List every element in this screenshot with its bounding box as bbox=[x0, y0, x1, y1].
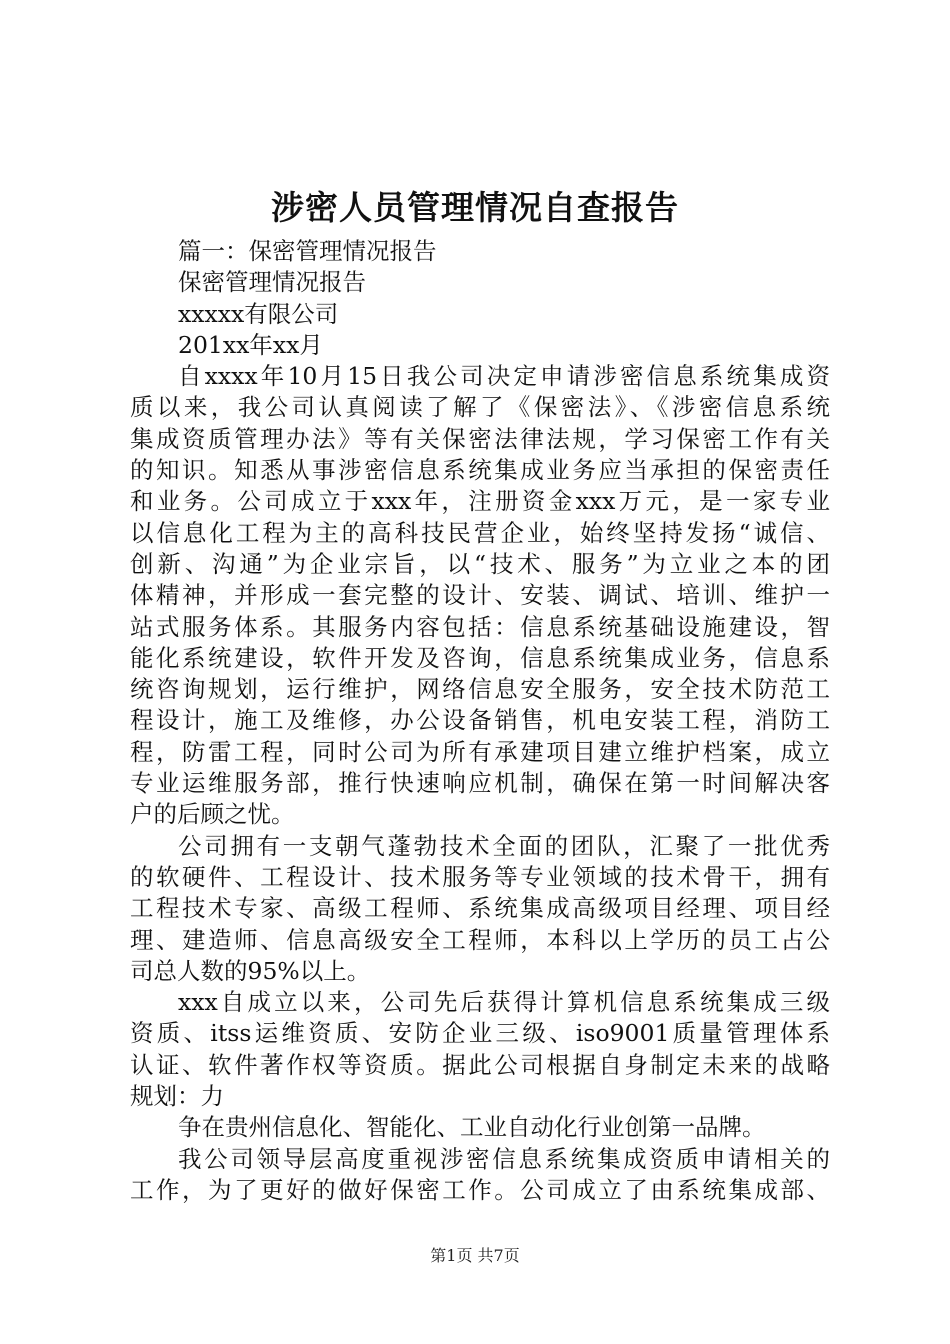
text-line: 质以来，我公司认真阅读了解了《保密法》、《涉密信息系统 bbox=[130, 393, 830, 422]
text-line: 户的后顾之忧。 bbox=[130, 800, 295, 829]
text-line: 规划：力 bbox=[130, 1082, 224, 1111]
text-line: 司总人数的95%以上。 bbox=[130, 956, 371, 985]
page-footer: 第1页 共7页 bbox=[430, 1246, 520, 1265]
text-line: xxxxx有限公司 bbox=[178, 299, 339, 328]
text-line: 统咨询规划，运行维护，网络信息安全服务，安全技术防范工 bbox=[130, 675, 830, 704]
document-title: 涉密人员管理情况自查报告 bbox=[271, 188, 679, 227]
text-line: 资质、itss运维资质、安防企业三级、iso9001质量管理体系 bbox=[130, 1019, 830, 1048]
text-line: 创新、沟通”为企业宗旨，以“技术、服务”为立业之本的团 bbox=[130, 549, 830, 578]
text-line: 的软硬件、工程设计、技术服务等专业领域的技术骨干，拥有 bbox=[130, 862, 830, 891]
text-line: 自xxxx年10月15日我公司决定申请涉密信息系统集成资 bbox=[178, 362, 830, 391]
text-line: 体精神，并形成一套完整的设计、安装、调试、培训、维护一 bbox=[130, 581, 830, 610]
text-line: 站式服务体系。其服务内容包括：信息系统基础设施建设，智 bbox=[130, 612, 830, 641]
text-line: 以信息化工程为主的高科技民营企业，始终坚持发扬“诚信、 bbox=[130, 518, 830, 547]
text-line: 认证、软件著作权等资质。据此公司根据自身制定未来的战略 bbox=[130, 1050, 830, 1079]
text-line: 争在贵州信息化、智能化、工业自动化行业创第一品牌。 bbox=[178, 1113, 766, 1142]
text-line: 公司拥有一支朝气蓬勃技术全面的团队，汇聚了一批优秀 bbox=[178, 831, 830, 860]
text-line: xxx自成立以来，公司先后获得计算机信息系统集成三级 bbox=[178, 988, 830, 1017]
text-line: 篇一：保密管理情况报告 bbox=[178, 237, 437, 265]
text-line: 201xx年xx月 bbox=[178, 330, 323, 359]
text-line: 程，防雷工程，同时公司为所有承建项目建立维护档案，成立 bbox=[130, 737, 830, 766]
text-line: 工程技术专家、高级工程师、系统集成高级项目经理、项目经 bbox=[130, 894, 830, 923]
text-line: 工作，为了更好的做好保密工作。公司成立了由系统集成部、 bbox=[130, 1175, 830, 1204]
text-line: 集成资质管理办法》等有关保密法律法规，学习保密工作有关 bbox=[130, 424, 830, 453]
text-line: 我公司领导层高度重视涉密信息系统集成资质申请相关的 bbox=[178, 1144, 830, 1173]
text-line: 程设计，施工及维修，办公设备销售，机电安装工程，消防工 bbox=[130, 706, 830, 735]
document-body bbox=[130, 236, 830, 1206]
text-line: 能化系统建设，软件开发及咨询，信息系统集成业务，信息系 bbox=[130, 643, 830, 672]
text-line: 和业务。公司成立于xxx年，注册资金xxx万元，是一家专业 bbox=[130, 487, 830, 516]
text-line: 专业运维服务部，推行快速响应机制，确保在第一时间解决客 bbox=[130, 769, 830, 798]
text-line: 的知识。知悉从事涉密信息系统集成业务应当承担的保密责任 bbox=[130, 456, 830, 485]
text-line: 保密管理情况报告 bbox=[178, 268, 366, 297]
text-line: 理、建造师、信息高级安全工程师，本科以上学历的员工占公 bbox=[130, 925, 830, 954]
